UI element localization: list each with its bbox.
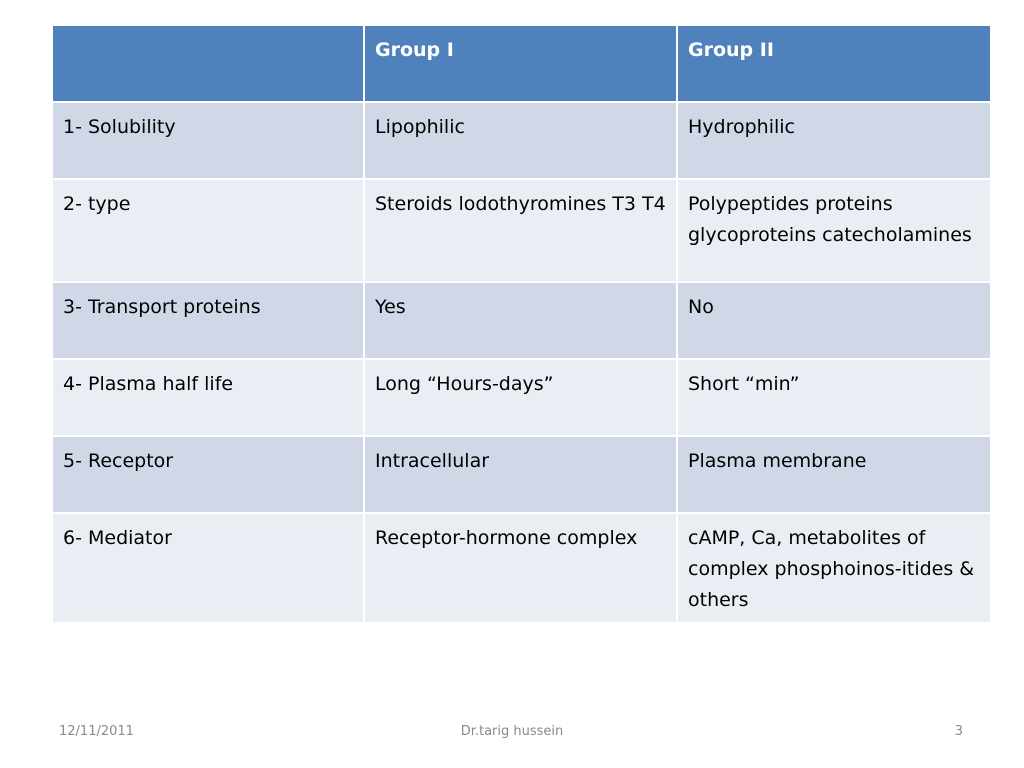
header-cell-group-1: Group I bbox=[364, 25, 677, 102]
table-row bbox=[52, 436, 991, 513]
table-row bbox=[52, 102, 991, 179]
footer-date: 12/11/2011 bbox=[59, 724, 134, 739]
header-cell-empty bbox=[52, 25, 364, 102]
property-cell: 3- Transport proteins bbox=[52, 282, 364, 359]
table-row bbox=[52, 179, 991, 282]
page-number: 3 bbox=[954, 724, 963, 739]
group-2-cell: Polypeptides proteins glycoproteins catecholamines bbox=[677, 179, 991, 282]
group-2-cell: Short “min” bbox=[677, 359, 991, 436]
group-2-cell: No bbox=[677, 282, 991, 359]
footer-author: Dr.tarig hussein bbox=[460, 724, 564, 739]
property-cell: 6- Mediator bbox=[52, 513, 364, 623]
group-2-cell: cAMP, Ca, metabolites of complex phosphoinos-itides & others bbox=[677, 513, 991, 623]
comparison-table bbox=[51, 24, 992, 624]
header-cell-group-2: Group II bbox=[677, 25, 991, 102]
group-1-cell: Yes bbox=[364, 282, 677, 359]
table-row bbox=[52, 513, 991, 623]
table-row bbox=[52, 359, 991, 436]
group-1-cell: Receptor-hormone complex bbox=[364, 513, 677, 623]
table-header-row bbox=[52, 25, 991, 102]
property-cell: 4- Plasma half life bbox=[52, 359, 364, 436]
table-row bbox=[52, 282, 991, 359]
group-1-cell: Long “Hours-days” bbox=[364, 359, 677, 436]
property-cell: 2- type bbox=[52, 179, 364, 282]
property-cell: 1- Solubility bbox=[52, 102, 364, 179]
group-2-cell: Hydrophilic bbox=[677, 102, 991, 179]
group-1-cell: Lipophilic bbox=[364, 102, 677, 179]
group-1-cell: Steroids lodothyromines T3 T4 bbox=[364, 179, 677, 282]
property-cell: 5- Receptor bbox=[52, 436, 364, 513]
group-2-cell: Plasma membrane bbox=[677, 436, 991, 513]
group-1-cell: Intracellular bbox=[364, 436, 677, 513]
